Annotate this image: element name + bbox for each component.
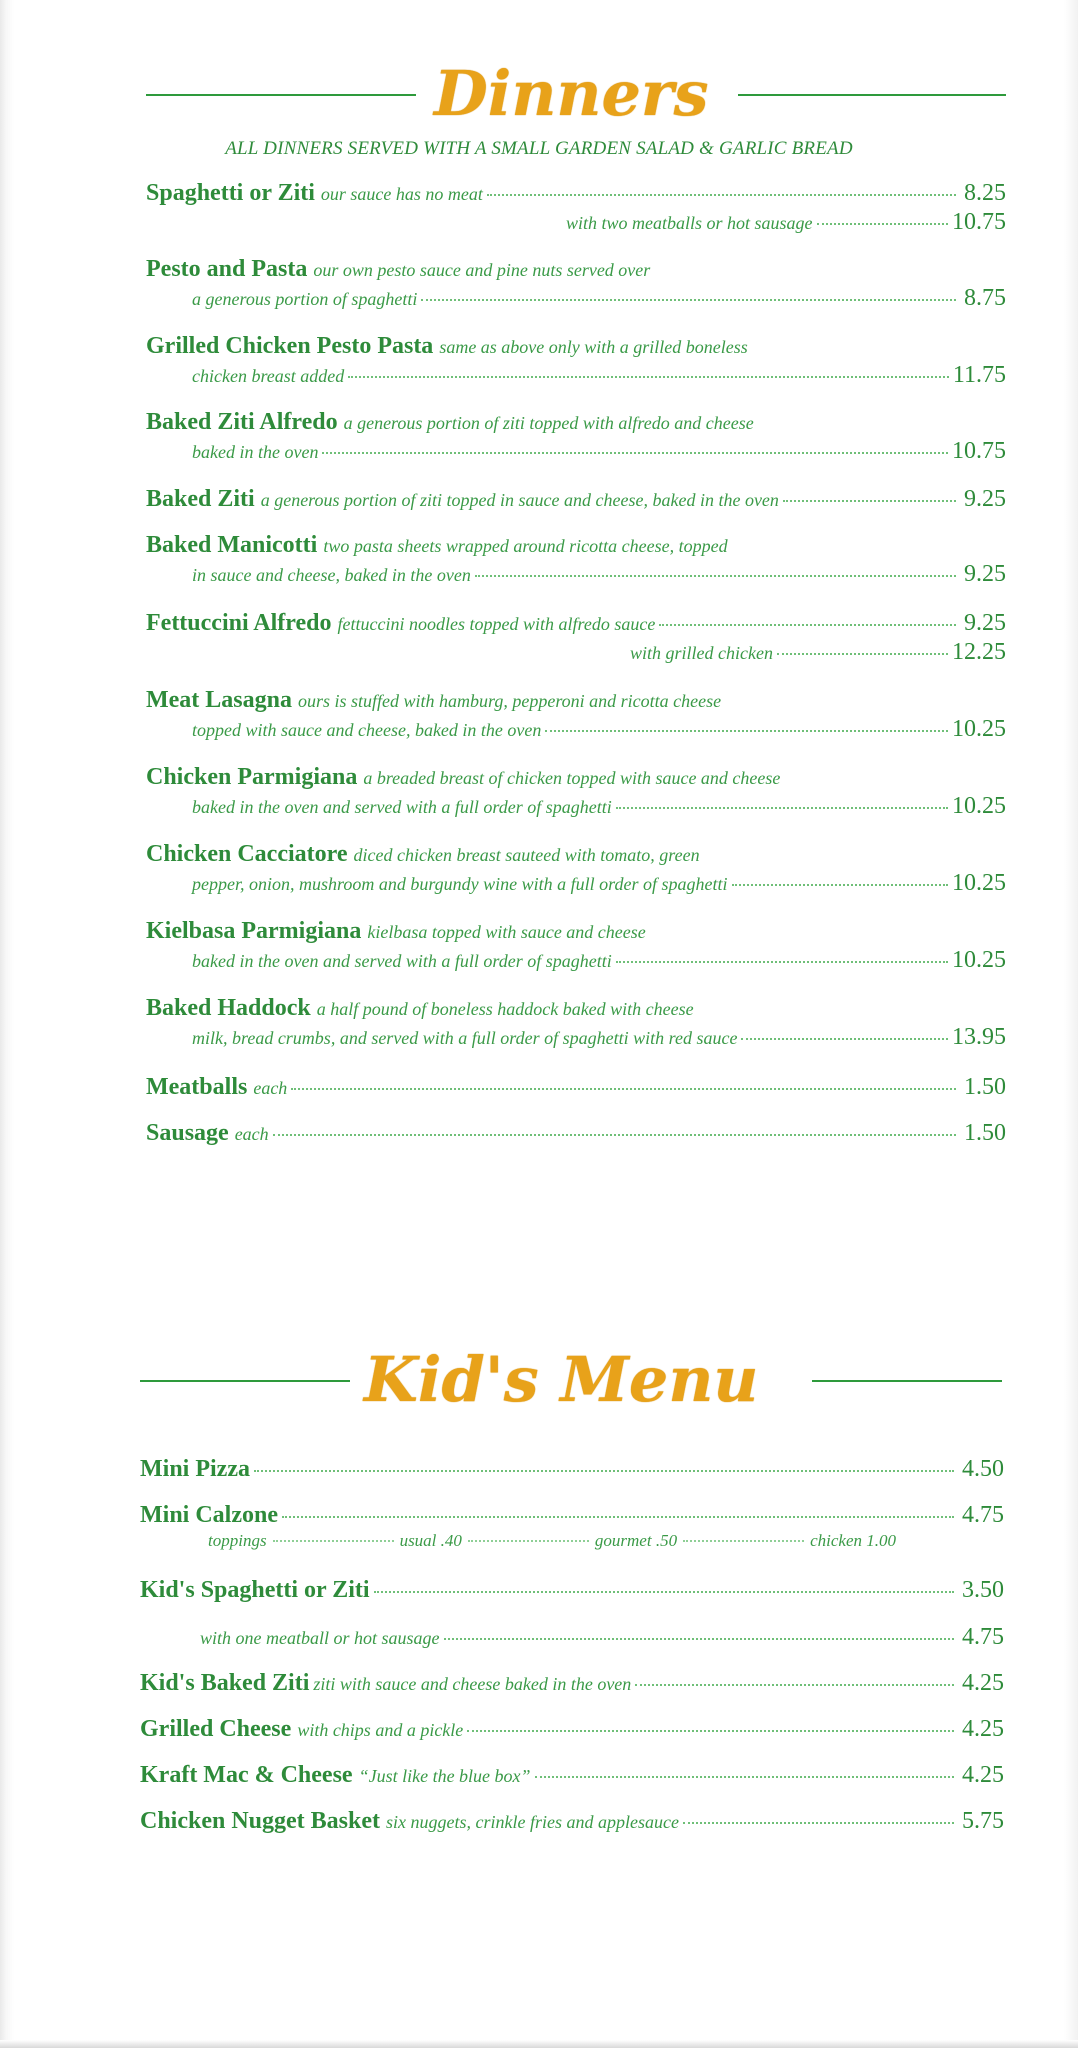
dot-leader — [374, 1591, 954, 1593]
item-description: our own pesto sauce and pine nuts served over — [313, 260, 651, 280]
dot-leader — [273, 1540, 394, 1542]
menu-item-kielbasa-parmigiana — [146, 918, 1006, 974]
item-price: 10.75 — [952, 438, 1006, 464]
item-description: a generous portion of ziti topped in sauce and cheese, baked in the oven — [260, 490, 779, 510]
item-name: Grilled Cheese — [140, 1716, 292, 1742]
item-price: 11.75 — [952, 362, 1006, 388]
dot-leader — [475, 575, 956, 577]
item-name: Fettuccini Alfredo — [146, 610, 332, 636]
item-name: Baked Ziti — [146, 486, 255, 512]
item-description: a breaded breast of chicken topped with sauce and cheese — [363, 768, 781, 788]
menu-item-kraft-mac-and-cheese — [140, 1762, 1004, 1789]
item-name: Kid's Spaghetti or Ziti — [140, 1577, 370, 1603]
item-name: Meat Lasagna — [146, 687, 292, 713]
item-description-continued: baked in the oven and served with a full order of spaghetti — [192, 797, 612, 817]
item-extra-description: with two meatballs or hot sausage — [566, 213, 813, 233]
menu-item-baked-ziti-alfredo — [146, 409, 1006, 465]
menu-item-chicken-parmigiana — [146, 764, 1006, 820]
item-description: same as above only with a grilled boneless — [439, 337, 748, 357]
item-name: Grilled Chicken Pesto Pasta — [146, 333, 434, 359]
dot-leader — [468, 1540, 589, 1542]
item-name: Mini Calzone — [140, 1502, 278, 1528]
menu-item-baked-ziti — [146, 486, 1006, 513]
item-description-continued: baked in the oven — [192, 442, 319, 462]
menu-item-meatballs — [146, 1074, 1006, 1101]
item-price: 9.25 — [964, 486, 1006, 512]
item-description: diced chicken breast sauteed with tomato, green — [353, 845, 700, 865]
item-name: Mini Pizza — [140, 1456, 250, 1482]
item-description: each — [253, 1078, 288, 1098]
menu-item-kids-baked-ziti — [140, 1670, 1004, 1697]
menu-item-baked-haddock — [146, 995, 1006, 1051]
item-price: 1.50 — [964, 1120, 1006, 1146]
item-description: each — [234, 1124, 269, 1144]
item-price: 4.75 — [962, 1502, 1004, 1528]
heading-rule-left — [146, 94, 416, 96]
item-description: with chips and a pickle — [297, 1720, 464, 1740]
item-extra-description: with grilled chicken — [630, 643, 773, 663]
item-description: kielbasa topped with sauce and cheese — [367, 922, 646, 942]
item-description-continued: chicken breast added — [192, 366, 345, 386]
dot-leader — [741, 1038, 948, 1040]
dot-leader — [467, 1730, 954, 1732]
heading-rule-left — [140, 1380, 350, 1382]
item-description: our sauce has no meat — [320, 184, 483, 204]
item-name: Baked Manicotti — [146, 532, 318, 558]
dot-leader — [732, 884, 949, 886]
item-description: fettuccini noodles topped with alfredo sauce — [337, 614, 656, 634]
item-price: 4.25 — [962, 1762, 1004, 1788]
calzone-toppings — [140, 1531, 896, 1551]
item-name: Meatballs — [146, 1074, 248, 1100]
item-price: 8.75 — [964, 285, 1006, 311]
item-name: Chicken Nugget Basket — [140, 1808, 381, 1834]
item-description: “Just like the blue box” — [358, 1766, 531, 1786]
item-price: 3.50 — [962, 1577, 1004, 1603]
dot-leader — [783, 500, 956, 502]
item-name: Chicken Parmigiana — [146, 764, 358, 790]
item-price: 4.25 — [962, 1716, 1004, 1742]
dot-leader — [545, 730, 948, 732]
dot-leader — [616, 961, 948, 963]
item-price: 10.25 — [952, 947, 1006, 973]
item-price: 8.25 — [964, 180, 1006, 206]
item-name: Kielbasa Parmigiana — [146, 918, 362, 944]
dot-leader — [777, 653, 948, 655]
dot-leader — [421, 299, 956, 301]
item-extra-price: 10.75 — [952, 209, 1006, 235]
item-price: 9.25 — [964, 610, 1006, 636]
item-description: two pasta sheets wrapped around ricotta cheese, topped — [323, 536, 728, 556]
item-price: 10.25 — [952, 870, 1006, 896]
item-price: 5.75 — [962, 1808, 1004, 1834]
heading-rule-right — [738, 94, 1006, 96]
item-description-continued: milk, bread crumbs, and served with a full order of spaghetti with red sauce — [192, 1028, 738, 1048]
item-description: with one meatball or hot sausage — [200, 1628, 440, 1648]
item-description: a generous portion of ziti topped with alfredo and cheese — [343, 413, 754, 433]
dot-leader — [291, 1088, 956, 1090]
dinners-section — [0, 44, 1078, 160]
heading-rule-right — [812, 1380, 1002, 1382]
item-name: Kraft Mac & Cheese — [140, 1762, 353, 1788]
menu-item-mini-calzone — [140, 1502, 1004, 1551]
toppings-label: toppings — [208, 1531, 267, 1550]
item-description: six nuggets, crinkle fries and applesauce — [386, 1812, 679, 1832]
menu-item-meat-lasagna — [146, 687, 1006, 743]
dot-leader — [683, 1540, 804, 1542]
dot-leader — [282, 1516, 954, 1518]
item-description-continued: baked in the oven and served with a full order of spaghetti — [192, 951, 612, 971]
item-extra-price: 12.25 — [952, 639, 1006, 665]
dot-leader — [322, 452, 948, 454]
menu-item-sausage — [146, 1120, 1006, 1147]
dot-leader — [635, 1684, 954, 1686]
kids-heading — [0, 1330, 1078, 1430]
menu-item-kids-spaghetti-or-ziti — [140, 1577, 1004, 1604]
menu-item-grilled-cheese — [140, 1716, 1004, 1743]
item-name: Pesto and Pasta — [146, 256, 308, 282]
menu-item-chicken-cacciatore — [146, 841, 1006, 897]
menu-item-fettuccini-alfredo — [146, 610, 1006, 666]
dot-leader — [444, 1638, 955, 1640]
kids-section — [0, 1330, 1078, 1430]
item-price: 9.25 — [964, 561, 1006, 587]
item-name: Kid's Baked Ziti — [140, 1670, 310, 1696]
dinners-heading — [0, 44, 1078, 144]
item-description: ours is stuffed with hamburg, pepperoni and ricotta cheese — [298, 691, 722, 711]
toppings-usual: usual .40 — [399, 1531, 462, 1550]
item-price: 13.95 — [952, 1024, 1006, 1050]
item-name: Spaghetti or Ziti — [146, 180, 315, 206]
toppings-gourmet: gourmet .50 — [594, 1531, 678, 1550]
dot-leader — [535, 1776, 954, 1778]
menu-item-chicken-nugget-basket — [140, 1808, 1004, 1835]
dot-leader — [487, 194, 956, 196]
item-description-continued: pepper, onion, mushroom and burgundy wine with a full order of spaghetti — [192, 874, 728, 894]
menu-item-mini-pizza — [140, 1456, 1004, 1483]
item-price: 10.25 — [952, 716, 1006, 742]
menu-item-kids-spaghetti-with-meatball — [140, 1624, 1004, 1651]
item-description-continued: topped with sauce and cheese, baked in the oven — [192, 720, 542, 740]
item-price: 4.75 — [962, 1624, 1004, 1650]
item-name: Baked Haddock — [146, 995, 311, 1021]
dinners-subtitle: ALL DINNERS SERVED WITH A SMALL GARDEN SALAD & GARLIC BREAD — [225, 138, 853, 159]
kids-title: Kid's Menu — [364, 1343, 759, 1416]
dinners-title: Dinners — [434, 57, 709, 130]
dot-leader — [683, 1822, 954, 1824]
item-name: Baked Ziti Alfredo — [146, 409, 338, 435]
item-description-continued: in sauce and cheese, baked in the oven — [192, 565, 471, 585]
menu-item-spaghetti-or-ziti — [146, 180, 1006, 236]
item-name: Chicken Cacciatore — [146, 841, 348, 867]
menu-item-pesto-and-pasta — [146, 256, 1006, 312]
dot-leader — [348, 376, 949, 378]
item-name: Sausage — [146, 1120, 229, 1146]
item-price: 1.50 — [964, 1074, 1006, 1100]
item-price: 4.50 — [962, 1456, 1004, 1482]
scan-edge — [0, 2040, 1078, 2048]
item-price: 4.25 — [962, 1670, 1004, 1696]
item-description: ziti with sauce and cheese baked in the oven — [313, 1674, 632, 1694]
dot-leader — [254, 1470, 954, 1472]
menu-item-grilled-chicken-pesto-pasta — [146, 333, 1006, 389]
item-description-continued: a generous portion of spaghetti — [192, 289, 418, 309]
dot-leader — [817, 223, 948, 225]
item-price: 10.25 — [952, 793, 1006, 819]
toppings-chicken: chicken 1.00 — [810, 1531, 896, 1550]
dot-leader — [273, 1134, 956, 1136]
dot-leader — [616, 807, 948, 809]
menu-item-baked-manicotti — [146, 532, 1006, 588]
dot-leader — [659, 624, 956, 626]
item-description: a half pound of boneless haddock baked with cheese — [316, 999, 694, 1019]
